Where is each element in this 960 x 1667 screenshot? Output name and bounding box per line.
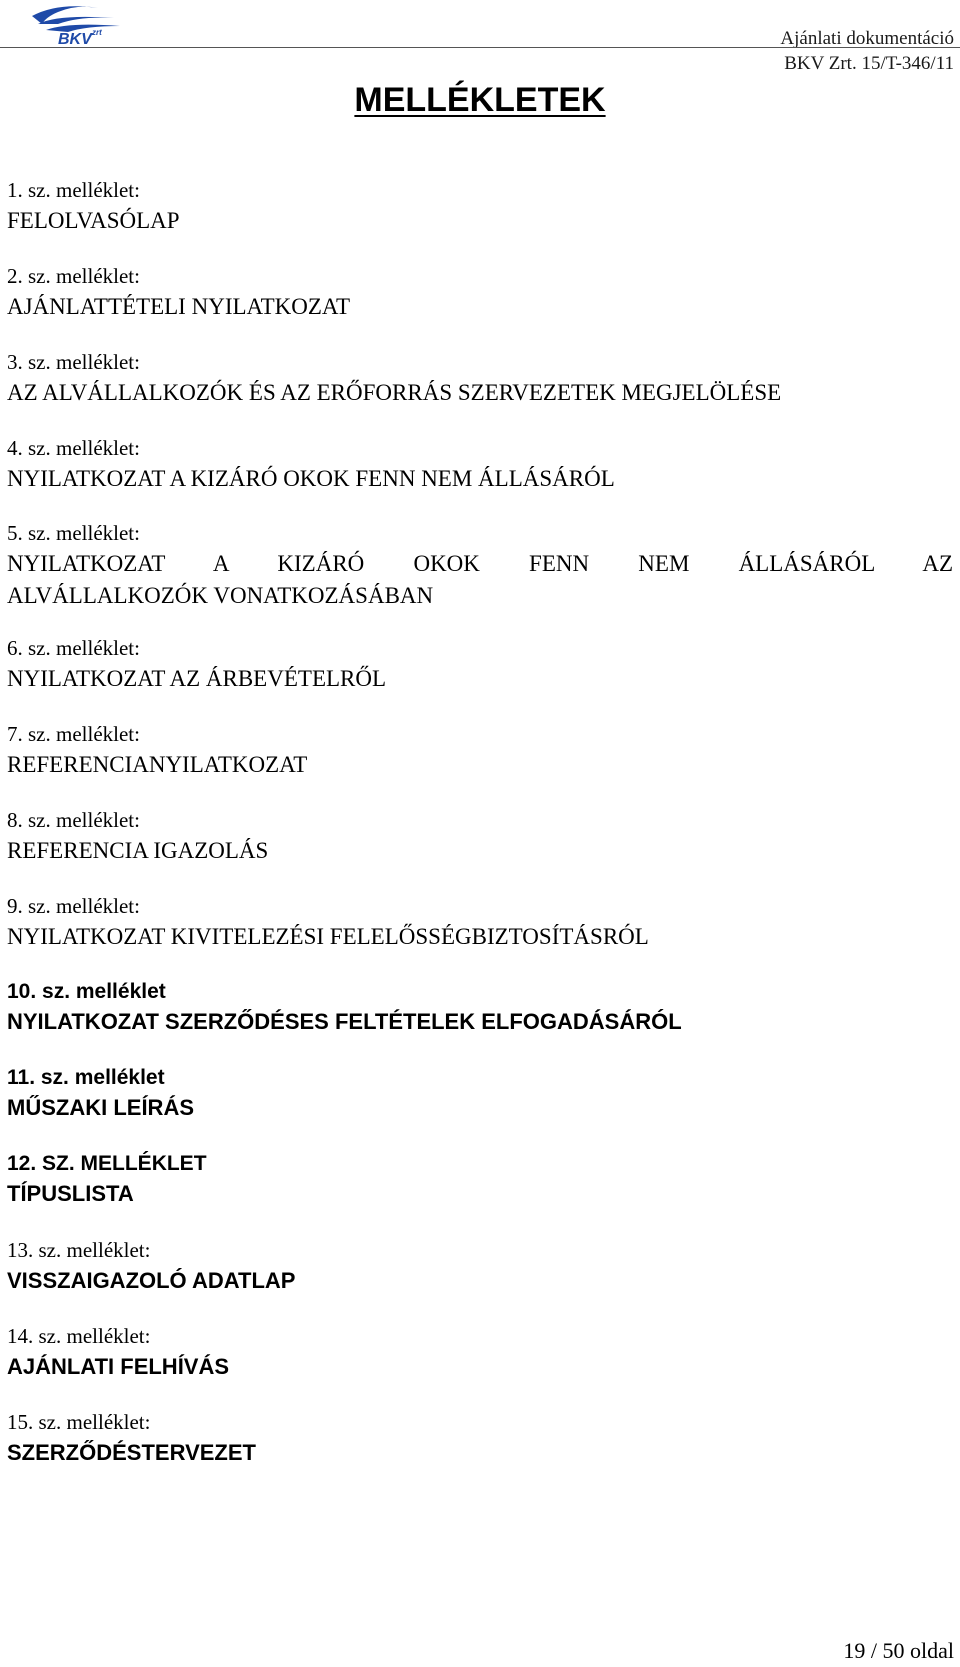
header-text <box>780 26 954 76</box>
annex-item-2 <box>7 262 953 323</box>
annex-item-6 <box>7 634 953 695</box>
annex-name-line2: ALVÁLLALKOZÓK VONATKOZÁSÁBAN <box>7 583 434 608</box>
annex-name: FELOLVASÓLAP <box>7 208 180 233</box>
annex-name: NYILATKOZAT AZ ÁRBEVÉTELRŐL <box>7 666 387 691</box>
header-rule <box>0 47 960 48</box>
annex-number: 6. sz. melléklet: <box>7 636 140 660</box>
annex-item-9 <box>7 892 953 953</box>
annex-item-10 <box>7 977 953 1038</box>
annex-number: 9. sz. melléklet: <box>7 894 140 918</box>
annex-number: 1. sz. melléklet: <box>7 178 140 202</box>
logo-sup: zrt <box>92 28 102 37</box>
annex-number: 13. sz. melléklet: <box>7 1238 151 1262</box>
page-header <box>0 0 960 74</box>
annex-item-14 <box>7 1322 953 1383</box>
logo-text: BKV <box>58 31 92 48</box>
annex-name: REFERENCIA IGAZOLÁS <box>7 838 269 863</box>
bkv-logo <box>28 2 124 48</box>
annex-name: AJÁNLATTÉTELI NYILATKOZAT <box>7 294 351 319</box>
annex-item-5 <box>7 519 953 612</box>
annex-number: 2. sz. melléklet: <box>7 264 140 288</box>
annex-item-12 <box>7 1149 953 1210</box>
doc-ref: BKV Zrt. 15/T-346/11 <box>784 53 954 74</box>
annex-item-3 <box>7 348 953 409</box>
annex-name-line1: NYILATKOZAT A KIZÁRÓ OKOK FENN NEM ÁLLÁSÁRÓL AZ <box>7 551 953 576</box>
annex-name: REFERENCIANYILATKOZAT <box>7 752 308 777</box>
doc-type: Ajánlati dokumentáció <box>780 28 954 49</box>
annex-name: AJÁNLATI FELHÍVÁS <box>7 1354 230 1379</box>
annex-number: 7. sz. melléklet: <box>7 722 140 746</box>
annex-number: 15. sz. melléklet: <box>7 1410 151 1434</box>
annex-item-11 <box>7 1063 953 1124</box>
annex-name: MŰSZAKI LEÍRÁS <box>7 1095 194 1120</box>
annex-number: 4. sz. melléklet: <box>7 436 140 460</box>
annex-number: 3. sz. melléklet: <box>7 350 140 374</box>
annex-number: 8. sz. melléklet: <box>7 808 140 832</box>
annex-item-8 <box>7 806 953 867</box>
annex-name: NYILATKOZAT A KIZÁRÓ OKOK FENN NEM ÁLLÁSÁRÓL <box>7 466 615 491</box>
annex-name: NYILATKOZAT SZERZŐDÉSES FELTÉTELEK ELFOGADÁSÁRÓL <box>7 1009 682 1034</box>
annex-item-4 <box>7 434 953 495</box>
page-title: MELLÉKLETEK <box>354 81 606 119</box>
annex-item-15 <box>7 1408 953 1469</box>
annex-name: NYILATKOZAT KIVITELEZÉSI FELELŐSSÉGBIZTOSÍTÁSRÓL <box>7 924 649 949</box>
annex-number: 11. sz. melléklet <box>7 1066 165 1089</box>
annex-name: VISSZAIGAZOLÓ ADATLAP <box>7 1268 296 1293</box>
annex-item-13 <box>7 1236 953 1297</box>
annex-name: SZERZŐDÉSTERVEZET <box>7 1440 256 1465</box>
annex-number: 12. SZ. MELLÉKLET <box>7 1152 207 1175</box>
annex-number: 14. sz. melléklet: <box>7 1324 151 1348</box>
annex-number: 10. sz. melléklet <box>7 980 166 1003</box>
annex-name: TÍPUSLISTA <box>7 1181 134 1206</box>
annex-item-1 <box>7 176 953 237</box>
annex-number: 5. sz. melléklet: <box>7 521 140 545</box>
page-number: 19 / 50 oldal <box>843 1638 954 1663</box>
annex-item-7 <box>7 720 953 781</box>
annex-name: AZ ALVÁLLALKOZÓK ÉS AZ ERŐFORRÁS SZERVEZETEK MEGJELÖLÉSE <box>7 380 782 405</box>
